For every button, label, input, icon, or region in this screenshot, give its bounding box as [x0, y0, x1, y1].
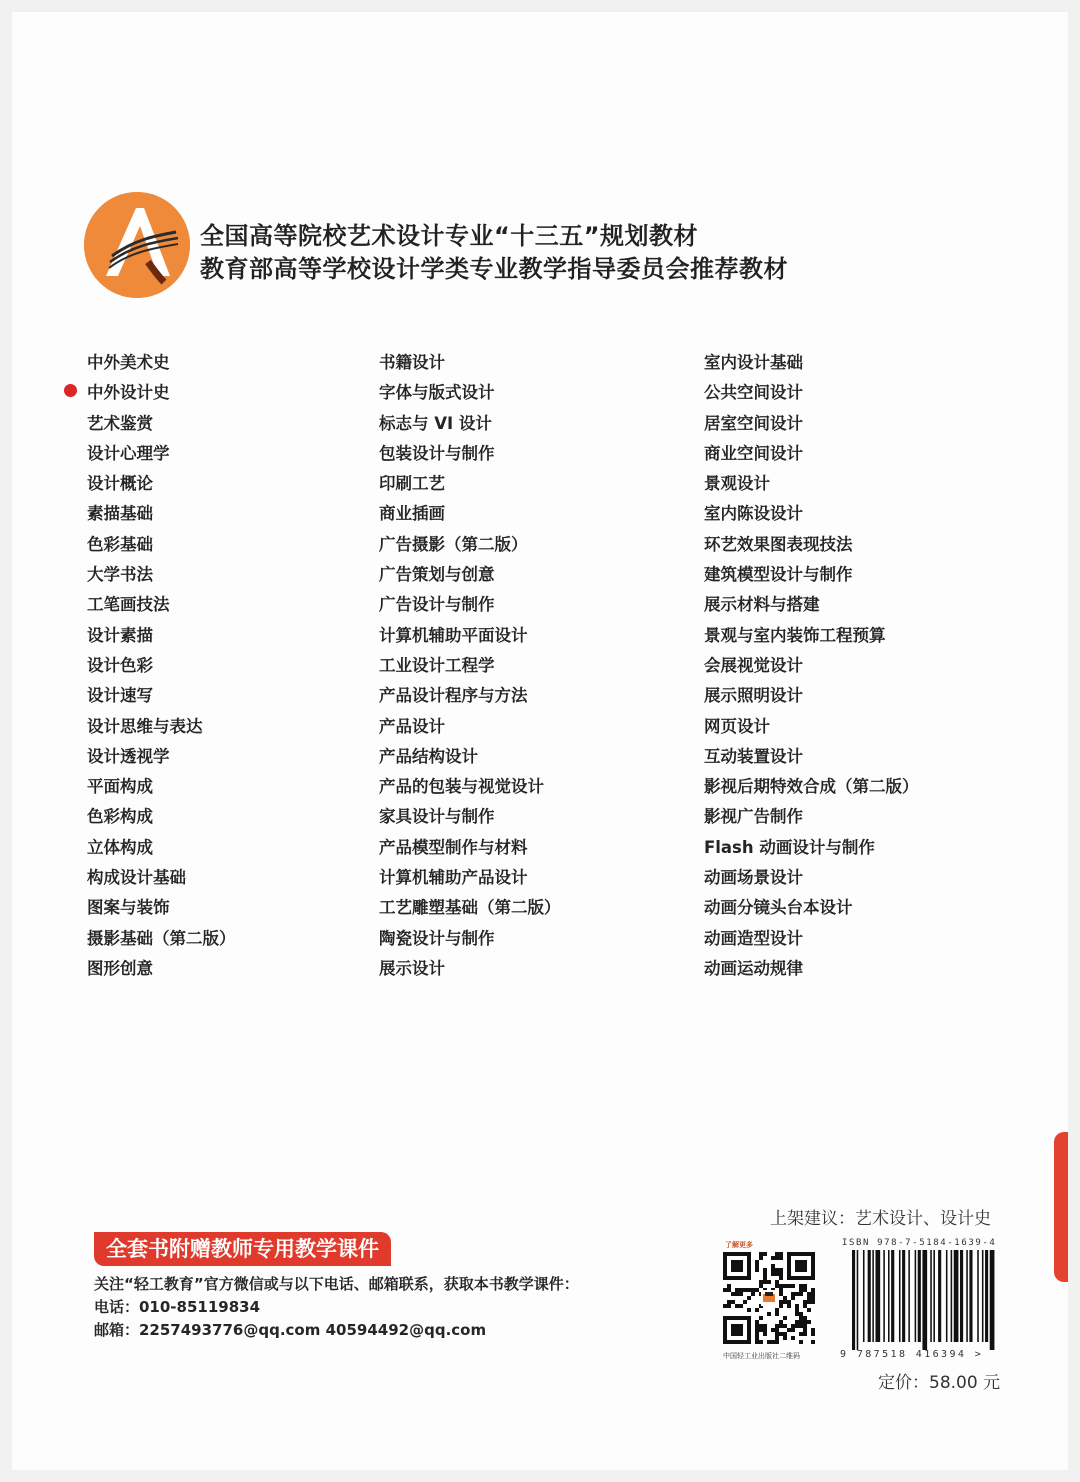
book-title: 设计概论 [87, 474, 153, 494]
book-title: 设计透视学 [87, 746, 170, 766]
book-title: 互动装置设计 [704, 746, 803, 766]
series-title-line-2: 教育部高等学校设计学类专业教学指导委员会推荐教材 [200, 255, 788, 283]
barcode-digits: 9 787518 416394 > [840, 1349, 984, 1360]
book-title: 动画分镜头台本设计 [704, 898, 853, 918]
book-title: 工业设计工程学 [379, 655, 495, 675]
book-title: 居室空间设计 [704, 413, 803, 433]
book-title: 中外美术史 [87, 353, 170, 372]
book-title: 产品设计 [379, 716, 445, 736]
book-title: Flash 动画设计与制作 [704, 837, 875, 857]
series-title [200, 220, 788, 286]
book-title: 摄影基础（第二版） [87, 928, 236, 948]
shelf-suggestion: 上架建议：艺术设计、设计史 [770, 1209, 991, 1229]
book-title: 立体构成 [87, 837, 153, 857]
book-title: 设计思维与表达 [87, 716, 203, 736]
book-title: 产品结构设计 [379, 746, 478, 766]
book-list-column-2 [379, 348, 561, 984]
book-title: 景观与室内装饰工程预算 [704, 625, 886, 645]
publisher-logo [84, 192, 190, 298]
book-title: 字体与版式设计 [379, 383, 495, 403]
book-title: 公共空间设计 [704, 383, 803, 403]
book-title: 产品模型制作与材料 [379, 837, 528, 857]
book-title: 计算机辅助平面设计 [379, 625, 528, 645]
book-title: 陶瓷设计与制作 [379, 928, 495, 948]
contact-email: 邮箱：2257493776@qq.com 40594492@qq.com [94, 1321, 487, 1339]
book-title: 产品设计程序与方法 [379, 686, 528, 706]
qr-code-icon[interactable] [723, 1252, 815, 1344]
book-title: 商业插画 [379, 504, 445, 524]
book-title: 家具设计与制作 [379, 807, 495, 827]
book-title: 设计素描 [87, 625, 153, 645]
book-title: 景观设计 [704, 474, 770, 494]
book-title: 包装设计与制作 [379, 443, 495, 463]
book-title: 室内设计基础 [704, 353, 803, 372]
book-title: 素描基础 [87, 504, 153, 524]
book-title: 室内陈设设计 [704, 504, 803, 524]
book-title: 产品的包装与视觉设计 [379, 777, 544, 797]
book-title: 大学书法 [87, 565, 153, 585]
book-title: 展示照明设计 [704, 686, 803, 706]
book-list-column-3 [704, 348, 919, 984]
book-title: 设计心理学 [87, 443, 170, 463]
series-title-line-1: 全国高等院校艺术设计专业“十三五”规划教材 [200, 222, 699, 250]
contact-info [94, 1273, 579, 1342]
book-title: 印刷工艺 [379, 474, 445, 494]
book-title: 工笔画技法 [87, 595, 170, 615]
book-title: 展示设计 [379, 958, 445, 978]
book-title: 平面构成 [87, 777, 153, 797]
book-title: 计算机辅助产品设计 [379, 868, 528, 888]
isbn-text: ISBN 978-7-5184-1639-4 [842, 1238, 997, 1248]
logo-a-icon [84, 192, 190, 298]
book-title: 广告设计与制作 [379, 595, 495, 615]
book-title: 色彩构成 [87, 807, 153, 827]
side-tab-decoration [1054, 1132, 1068, 1282]
contact-instructions: 关注“轻工教育”官方微信或与以下电话、邮箱联系，获取本书教学课件： [94, 1275, 579, 1293]
book-list-column-1 [87, 348, 236, 984]
book-title: 环艺效果图表现技法 [704, 534, 853, 554]
book-title: 广告摄影（第二版） [379, 534, 528, 554]
courseware-banner: 全套书附赠教师专用教学课件 [94, 1232, 391, 1266]
book-title: 动画造型设计 [704, 928, 803, 948]
book-title: 动画场景设计 [704, 868, 803, 888]
book-title: 标志与 VI 设计 [379, 413, 492, 433]
qr-caption-top: 了解更多 [725, 1241, 753, 1249]
book-title: 艺术鉴赏 [87, 413, 153, 433]
book-title: 建筑模型设计与制作 [704, 565, 853, 585]
current-book-marker [64, 384, 77, 397]
book-title: 影视后期特效合成（第二版） [704, 777, 919, 797]
book-title: 网页设计 [704, 716, 770, 736]
book-title: 设计色彩 [87, 655, 153, 675]
book-title: 图案与装饰 [87, 898, 170, 918]
book-back-cover [12, 12, 1068, 1470]
book-title: 设计速写 [87, 686, 153, 706]
book-title: 动画运动规律 [704, 958, 803, 978]
book-title: 影视广告制作 [704, 807, 803, 827]
book-title: 商业空间设计 [704, 443, 803, 463]
book-title: 展示材料与搭建 [704, 595, 820, 615]
qr-caption-bottom: 中国轻工业出版社二维码 [723, 1352, 800, 1360]
book-title: 书籍设计 [379, 353, 445, 372]
book-title: 构成设计基础 [87, 868, 186, 888]
book-title: 工艺雕塑基础（第二版） [379, 898, 561, 918]
book-title: 广告策划与创意 [379, 565, 495, 585]
contact-phone: 电话：010-85119834 [94, 1298, 261, 1316]
book-title: 色彩基础 [87, 534, 153, 554]
price: 定价：58.00 元 [878, 1373, 1001, 1393]
book-title: 会展视觉设计 [704, 655, 803, 675]
barcode-icon [850, 1250, 998, 1350]
book-title: 图形创意 [87, 958, 153, 978]
book-title: 中外设计史 [87, 383, 170, 403]
